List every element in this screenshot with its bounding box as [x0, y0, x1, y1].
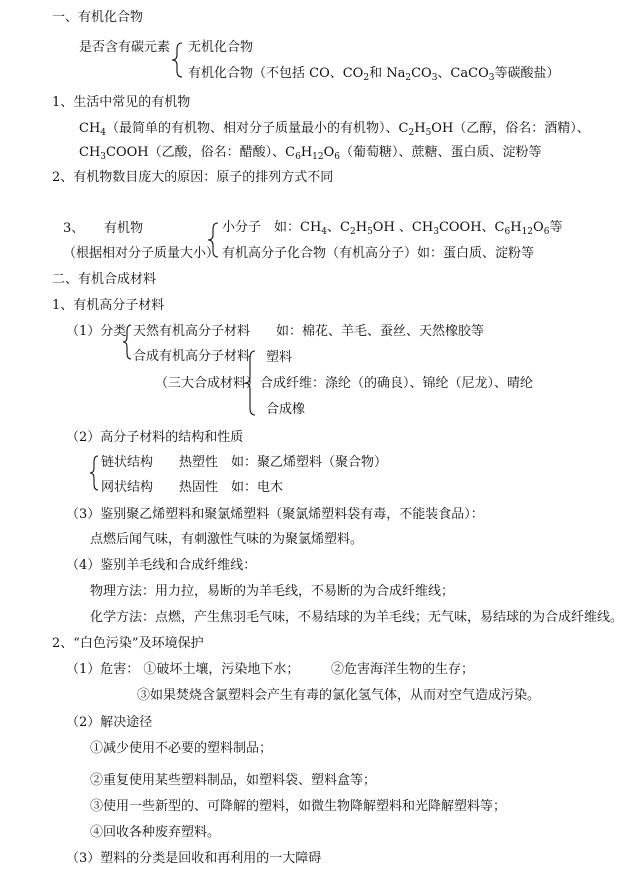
solution-3: ③使用一些新型的、可降解的塑料，如微生物降解塑料和光降解塑料等； — [90, 799, 507, 814]
common-organics-line-2: $CH_3COOH$（乙酸，俗名：醋酸）、$C_6H_{12}O_6$（葡萄糖）、蔗糖、蛋白质、淀粉等 — [79, 145, 542, 162]
item-3-number: 3、 — [63, 221, 85, 236]
chemical-method: 化学方法：点燃，产生焦羽毛气味，不易结球的为羊毛线；无气味，易结球的为合成纤维线。 — [90, 610, 624, 625]
brace — [121, 324, 133, 360]
classification-obstacle: （3）塑料的分类是回收和再利用的一大障碍 — [66, 851, 322, 866]
brace — [243, 350, 257, 416]
common-organics-line-1: $CH_4$（最简单的有机物、相对分子质量最小的有机物）、$C_2H_5OH$（乙醇，俗名：酒精）、 — [79, 121, 590, 138]
identify-plastics: （3）鉴别聚乙烯塑料和聚氯烯塑料（聚氯烯塑料袋有毒，不能装食品）： — [66, 507, 484, 522]
chain-structure: 链状结构 热塑性 如：聚乙烯塑料（聚合物） — [101, 455, 388, 470]
structure-title: （2）高分子材料的结构和性质 — [66, 430, 244, 445]
plastic: 塑料 — [266, 350, 293, 365]
solution-4: ④回收各种废弃塑料。 — [90, 825, 221, 840]
synthetic-polymer: 合成有机高分子材料 — [133, 349, 251, 364]
classification-label: （1）分类 — [66, 324, 127, 339]
section-1-title: 一、有机化合物 — [52, 10, 144, 25]
section-2-title: 二、有机合成材料 — [52, 272, 157, 287]
identify-plastics-method: 点燃后闻气味，有刺激性气味的为聚氯烯塑料。 — [90, 532, 364, 547]
synthetic-fiber: 合成纤维：涤纶（的确良）、锦纶（尼龙）、晴纶 — [260, 376, 534, 391]
harm-line-2: ③如果焚烧含氯塑料会产生有毒的氯化氢气体，从而对空气造成污染。 — [137, 688, 541, 703]
harm-line-1a: （1）危害： ①破坏土壤，污染地下水； — [66, 662, 300, 677]
solution-2: ②重复使用某些塑料制品，如塑料袋、塑料盒等； — [90, 773, 377, 788]
brace — [88, 455, 100, 491]
solutions-title: （2）解决途径 — [66, 715, 153, 730]
common-organics-title: 1、生活中常见的有机物 — [52, 95, 191, 110]
white-pollution-title: 2、“白色污染”及环境保护 — [52, 636, 204, 651]
reason-line: 2、有机物数目庞大的原因：原子的排列方式不同 — [52, 170, 334, 185]
classification-basis: （根据相对分子质量大小） — [63, 246, 220, 261]
identify-fibers: （4）鉴别羊毛线和合成纤维线： — [66, 558, 257, 573]
synthetic-rubber: 合成橡 — [266, 402, 306, 417]
organic-compound-line: 有机化合物（不包括 CO、$CO_2$和 $Na_2CO_3$、CaCO$_3$等碳酸盐） — [188, 66, 560, 83]
carbon-question: 是否含有碳元素 — [79, 40, 171, 55]
small-molecules-line: 小分子 如：$CH_4$、$C_2H_5OH$ 、$CH_3COOH$、$C_6H_{12}O_6$等 — [222, 220, 563, 237]
organic-label: 有机物 — [104, 221, 144, 236]
polymer-materials-title: 1、有机高分子材料 — [52, 298, 165, 313]
three-synthetic-materials: （三大合成材料） — [155, 376, 260, 391]
physical-method: 物理方法：用力拉，易断的为羊毛线，不易断的为合成纤维线； — [90, 584, 455, 599]
natural-polymer: 天然有机高分子材料 如：棉花、羊毛、蚕丝、天然橡胶等 — [133, 324, 485, 339]
network-structure: 网状结构 热固性 如：电木 — [101, 480, 284, 495]
harm-line-1b: ②危害海洋生物的生存； — [331, 662, 475, 677]
brace — [170, 42, 184, 78]
brace — [206, 222, 220, 258]
inorganic-compound: 无机化合物 — [188, 40, 254, 55]
macromolecule-line: 有机高分子化合物（有机高分子）如：蛋白质、淀粉等 — [222, 246, 535, 261]
solution-1: ①减少使用不必要的塑料制品； — [90, 741, 273, 756]
